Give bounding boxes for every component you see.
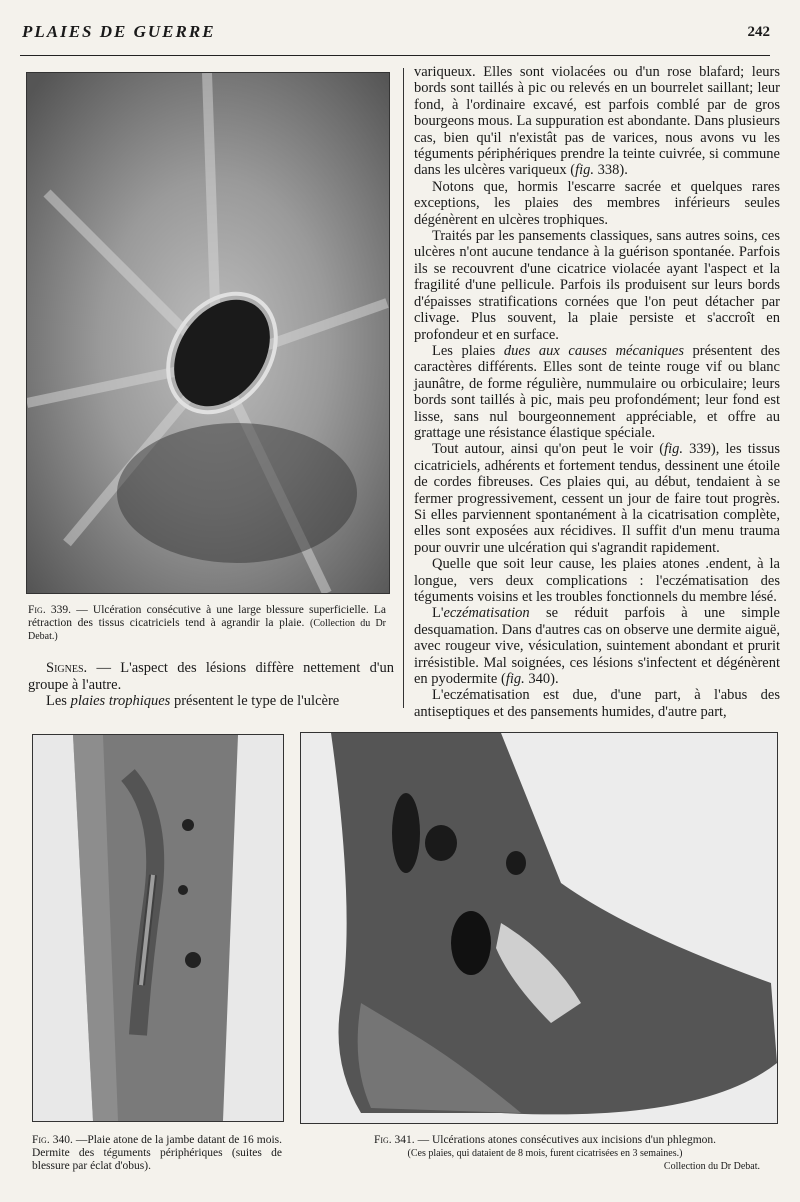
p5-ref: fig. — [664, 441, 684, 458]
foot-photo-image — [301, 733, 777, 1123]
ulcer-photo-image — [27, 73, 389, 593]
figure-341-credit: Collection du Dr Debat. — [663, 1161, 760, 1172]
figure-339-number: Fig. 339. — [28, 604, 72, 616]
p7-ref: fig. — [505, 671, 525, 688]
figure-339-text: — Ulcération consécutive à une large blessure superficielle. La rétraction des tissus cicatriciels tend à agrandir la plaie. — [28, 604, 386, 629]
paragraph-5 — [414, 441, 780, 556]
paragraph-8: L'eczématisation est due, d'une part, à l'abus des antiseptiques et des pansements humides, d'autre part, — [414, 687, 780, 720]
header-rule — [20, 55, 770, 56]
right-column-text — [414, 64, 780, 720]
paragraph-3: Traités par les pansements classiques, sans autres soins, ces ulcères n'ont aucune tendance à la guérison spontanée. Parfois ils se recouvrent d'une cicatrice violacée ayant l'aspect et la fragilité d'une pellicule. Parfois ils produisent sur leurs bords d'épaisses stratifications cornées que l'on peut détacher par clivage. Plus souvent, la plaie persiste et s'accroît en profondeur et en surface. — [414, 228, 780, 343]
p1-end: 338). — [594, 162, 628, 179]
paragraph-6: Quelle que soit leur cause, les plaies atones .endent, à la longue, vers deux complications : l'eczématisation des téguments voisins et les troubles fonctionnels du membre lésé. — [414, 556, 780, 605]
p4-lead: Les plaies — [432, 342, 504, 359]
figure-340-caption — [32, 1134, 282, 1173]
trophic-em: plaies trophiques — [70, 693, 171, 709]
figure-341-number: Fig. 341. — [373, 1134, 415, 1146]
page-header — [22, 22, 770, 48]
figure-340-text: —Plaie atone de la jambe datant de 16 mois. Dermite des téguments périphériques (suites de blessure par éclat d'obus). — [32, 1134, 283, 1172]
paragraph-4 — [414, 343, 780, 441]
running-title: PLAIES DE GUERRE — [22, 22, 216, 41]
p5-rest: 339), les tissus cicatriciels, adhérents et fortement tendus, dessinent une étoile de cordes fibreuses. Ces plaies qui, au début, tendaient à se fermer progressivement, cessent un jour de faire tout progrès. Si elles parviennent spontanément à la cicatrisation complète, elles sont exposées aux récidives. Il suffit d'un menu trauma pour ouvrir une ulcération qui s'agrandit rapidement. — [414, 441, 781, 556]
figure-339-caption — [28, 604, 386, 643]
p7-rest: se réduit parfois à une simple desquamation. Dans d'autres cas on observe une dermite aiguë, avec rougeur vive, vésiculation, suintement abondant et prurit irrésistible. Mal soignées, ces lésions s'infectent et dégénèrent en pyodermite ( — [414, 605, 780, 688]
paragraph-7 — [414, 605, 780, 687]
signes-paragraph — [28, 660, 394, 693]
p7-em: eczématisation — [443, 605, 530, 622]
p5-lead: Tout autour, ainsi qu'on peut le voir ( — [432, 441, 665, 458]
figure-339-credit: (Collection du Dr Debat.) — [28, 618, 386, 642]
figure-341-text: — Ulcérations atones consécutives aux incisions d'un phlegmon. — [417, 1134, 717, 1146]
figure-341-photo — [300, 732, 778, 1124]
left-column-text — [28, 660, 394, 710]
figure-339-photo — [26, 72, 390, 594]
page-number: 242 — [747, 24, 770, 40]
p4-em: dues aux causes mécaniques — [503, 342, 685, 359]
p7-lead: L' — [432, 605, 444, 622]
column-divider — [403, 68, 404, 708]
figure-341-main — [330, 1134, 760, 1147]
trophic-rest: présentent le type de l'ulcère — [170, 693, 340, 709]
figure-340-number: Fig. 340. — [32, 1134, 73, 1146]
paragraph-2: Notons que, hormis l'escarre sacrée et quelques rares exceptions, les plaies des membres inférieurs seules dégénèrent en ulcères trophiques. — [414, 178, 780, 228]
signes-text: — L'aspect des lésions diffère nettement d'un groupe à l'autre. — [28, 660, 394, 693]
figure-341-note: (Ces plaies, qui dataient de 8 mois, furent cicatrisées en 3 semaines.) — [407, 1148, 683, 1159]
p4-rest: présentent des caractères différents. Elles sont de teinte rouge vif ou blanc jaunâtre, de forme régulière, nummulaire ou orbiculaire; leurs bords sont taillés à pic, mais peu profondément; leur fond est lisse, sans nul bourgeonnement appréciable, et offre au grattage une résistance élastique spéciale. — [414, 342, 780, 441]
trophic-paragraph — [28, 693, 394, 710]
paragraph-1 — [414, 64, 780, 179]
signes-label: Signes. — [46, 660, 88, 676]
p7-end: 340). — [524, 671, 559, 688]
p1-text: variqueux. Elles sont violacées ou d'un rose blafard; leurs bords sont taillés à pic ou relevés en un bourrelet saillant; leur fond, à l'ordinaire excavé, est parfois comblé par de gros bourgeons mous. La suppuration est abondante. Dans plusieurs cas, bien qu'il n'existât pas de varices, nous avons vu les téguments périphériques prendre la teinte cuivrée, si commune dans les ulcères variqueux ( — [414, 64, 780, 179]
leg-photo-image — [33, 735, 283, 1121]
figure-340-photo — [32, 734, 284, 1122]
p1-ref: fig. — [575, 162, 594, 179]
trophic-lead: Les — [46, 693, 71, 709]
figure-341-caption — [330, 1134, 760, 1173]
